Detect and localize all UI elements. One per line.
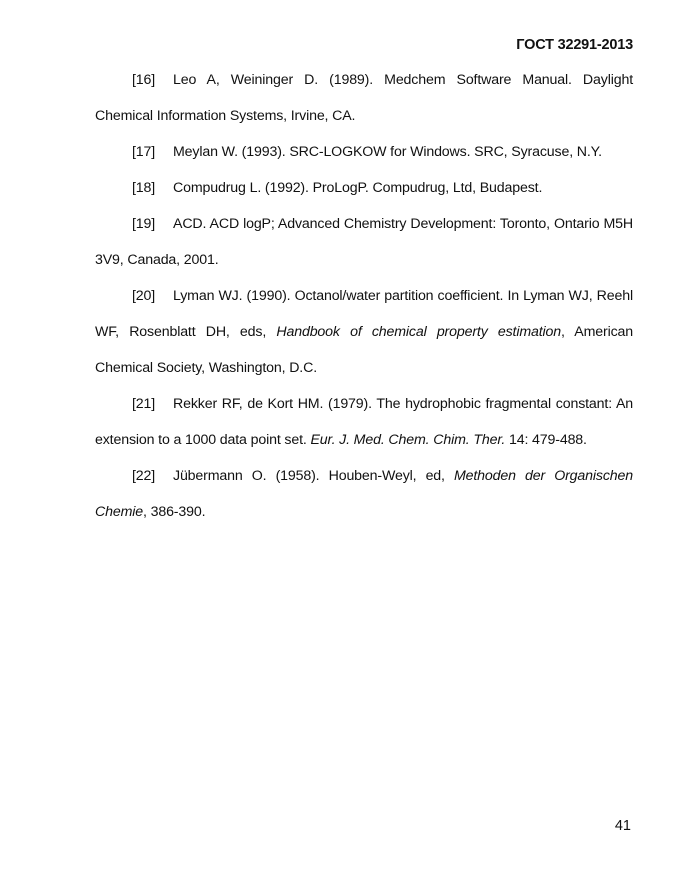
reference-text: Lyman WJ. (1990). Octanol/water partition coefficient. In Lyman WJ, Reehl WF, Rosenblatt DH, eds,: [95, 288, 633, 340]
reference-text: , 386-390.: [143, 504, 206, 520]
reference-item: [95, 278, 633, 386]
reference-title-italic: Handbook of chemical property estimation: [276, 324, 562, 340]
reference-item: [95, 458, 633, 530]
reference-list: [95, 62, 633, 530]
reference-title-italic: Methoden der Organischen Chemie: [95, 468, 633, 520]
reference-item: [95, 206, 633, 278]
reference-text: Compudrug L. (1992). ProLogP. Compudrug, Ltd, Budapest.: [173, 180, 543, 196]
reference-number: [16]: [132, 72, 156, 88]
reference-text: Meylan W. (1993). SRC-LOGKOW for Windows. SRC, Syracuse, N.Y.: [173, 144, 602, 160]
reference-number: [20]: [132, 288, 156, 304]
reference-journal-italic: Eur. J. Med. Chem. Chim. Ther.: [310, 432, 506, 448]
reference-item: [95, 134, 633, 170]
reference-number: [19]: [132, 216, 156, 232]
reference-item: [95, 386, 633, 458]
reference-text: Rekker RF, de Kort HM. (1979). The hydrophobic fragmental constant: An extension to a 1000 data point set.: [95, 396, 633, 448]
reference-number: [18]: [132, 180, 156, 196]
reference-item: [95, 62, 633, 134]
reference-text: , American Chemical Society, Washington, D.C.: [95, 324, 633, 376]
reference-number: [22]: [132, 468, 156, 484]
reference-text: 14: 479-488.: [505, 432, 587, 448]
reference-number: [21]: [132, 396, 156, 412]
document-standard-id: ГОСТ 32291-2013: [516, 37, 633, 53]
reference-text: ACD. ACD logP; Advanced Chemistry Development: Toronto, Ontario M5H 3V9, Canada, 2001.: [95, 216, 633, 268]
reference-item: [95, 170, 633, 206]
page-number: 41: [614, 818, 631, 834]
reference-text: Jübermann O. (1958). Houben-Weyl, ed,: [173, 468, 454, 484]
reference-number: [17]: [132, 144, 156, 160]
reference-text: Leo A, Weininger D. (1989). Medchem Software Manual. Daylight Chemical Information Systems, Irvine, CA.: [95, 72, 633, 124]
